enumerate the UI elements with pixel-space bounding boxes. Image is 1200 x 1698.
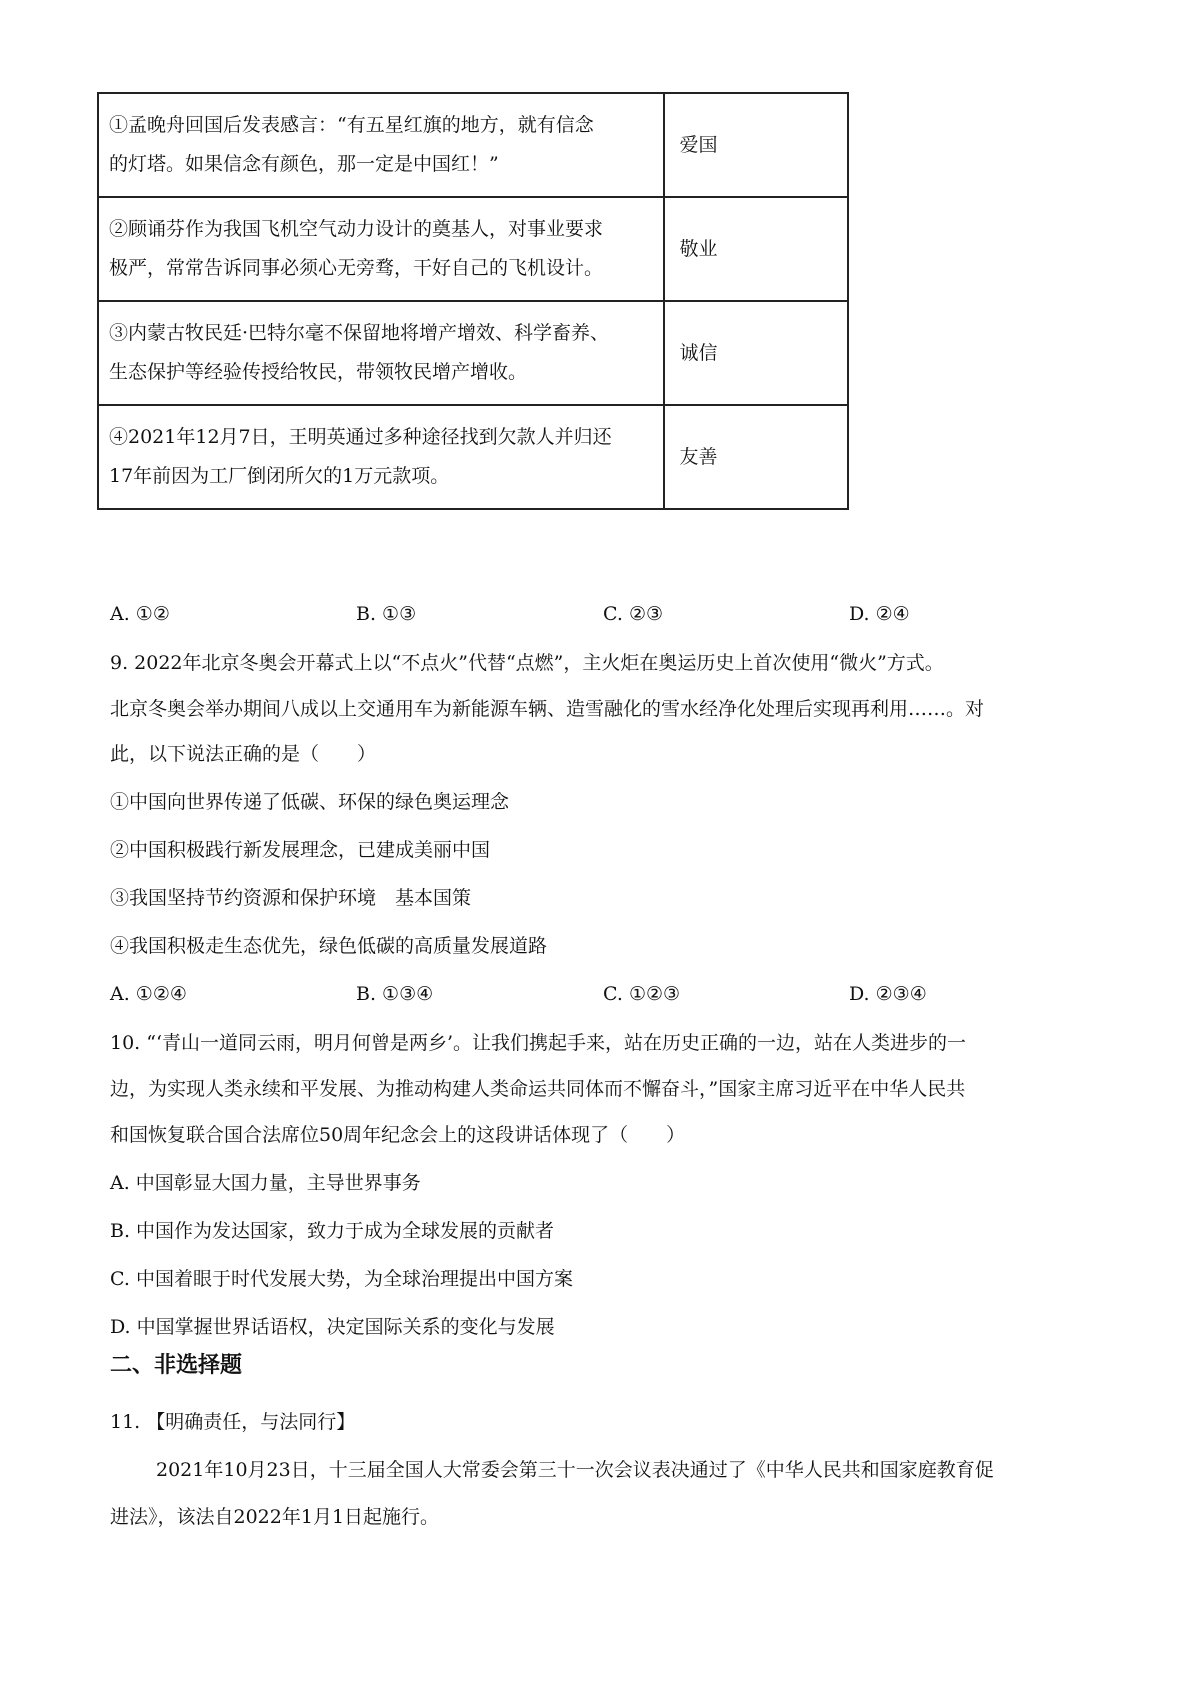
- table-row: [98, 93, 848, 197]
- q9-option-c: C. ①②③: [603, 983, 681, 1005]
- cell-line: 极严，常常告诉同事必须心无旁骛，干好自己的飞机设计。: [109, 257, 604, 279]
- q9-option-b: B. ①③④: [356, 983, 434, 1005]
- q8-option-a: A. ①②: [110, 603, 170, 625]
- q8-option-c: C. ②③: [603, 603, 664, 625]
- q9-option-a: A. ①②④: [110, 983, 187, 1005]
- q11-paragraph-line: 2021年10月23日，十三届全国人大常委会第三十一次会议表决通过了《中华人民共和国家庭教育促: [156, 1459, 994, 1481]
- table-row: [98, 301, 848, 405]
- table-cell-description: [98, 301, 664, 405]
- cell-line: ④2021年12月7日，王明英通过多种途径找到欠款人并归还: [109, 426, 612, 448]
- q9-stem-line: 此，以下说法正确的是（ ）: [110, 743, 377, 765]
- q9-stem-line: 9. 2022年北京冬奥会开幕式上以“不点火”代替“点燃”，主火炬在奥运历史上首次使用“微火”方式。: [110, 652, 944, 674]
- table-cell-description: [98, 197, 664, 301]
- q11-paragraph-line: 进法》，该法自2022年1月1日起施行。: [110, 1506, 440, 1528]
- table-cell-description: [98, 93, 664, 197]
- q10-option-b: B. 中国作为发达国家，致力于成为全球发展的贡献者: [110, 1220, 555, 1242]
- q10-stem-line: 边，为实现人类永续和平发展、为推动构建人类命运共同体而不懈奋斗，”国家主席习近平在中华人民共: [110, 1078, 966, 1100]
- values-table: [97, 92, 849, 510]
- cell-line: ②顾诵芬作为我国飞机空气动力设计的奠基人，对事业要求: [109, 218, 604, 240]
- q9-item: ③我国坚持节约资源和保护环境 基本国策: [110, 887, 472, 909]
- q8-option-b: B. ①③: [356, 603, 417, 625]
- q10-stem-line: 和国恢复联合国合法席位50周年纪念会上的这段讲话体现了（ ）: [110, 1124, 686, 1146]
- cell-line: 17年前因为工厂倒闭所欠的1万元款项。: [109, 465, 450, 487]
- q10-option-c: C. 中国着眼于时代发展大势，为全球治理提出中国方案: [110, 1268, 573, 1290]
- table-row: [98, 405, 848, 509]
- table-cell-value: 诚信: [664, 301, 848, 405]
- q9-option-d: D. ②③④: [849, 983, 927, 1005]
- cell-line: 的灯塔。如果信念有颜色，那一定是中国红！”: [109, 153, 499, 175]
- table-cell-description: [98, 405, 664, 509]
- q8-option-d: D. ②④: [849, 603, 910, 625]
- q11-heading: 11. 【明确责任，与法同行】: [110, 1411, 356, 1433]
- q9-stem-line: 北京冬奥会举办期间八成以上交通用车为新能源车辆、造雪融化的雪水经净化处理后实现再利用……。对: [110, 698, 985, 720]
- q10-option-d: D. 中国掌握世界话语权，决定国际关系的变化与发展: [110, 1316, 555, 1338]
- table-cell-value: 爱国: [664, 93, 848, 197]
- q9-item: ①中国向世界传递了低碳、环保的绿色奥运理念: [110, 791, 510, 813]
- q9-item: ②中国积极践行新发展理念，已建成美丽中国: [110, 839, 491, 861]
- table-row: [98, 197, 848, 301]
- q9-item: ④我国积极走生态优先，绿色低碳的高质量发展道路: [110, 935, 548, 957]
- table-cell-value: 敬业: [664, 197, 848, 301]
- table-cell-value: 友善: [664, 405, 848, 509]
- section-heading: 二、非选择题: [110, 1353, 243, 1378]
- q10-option-a: A. 中国彰显大国力量，主导世界事务: [110, 1172, 421, 1194]
- cell-line: ①孟晚舟回国后发表感言：“有五星红旗的地方，就有信念: [109, 114, 594, 136]
- q10-stem-line: 10. “‘青山一道同云雨，明月何曾是两乡’。让我们携起手来，站在历史正确的一边，站在人类进步的一: [110, 1032, 967, 1054]
- cell-line: ③内蒙古牧民廷·巴特尔毫不保留地将增产增效、科学畜养、: [109, 322, 610, 344]
- cell-line: 生态保护等经验传授给牧民，带领牧民增产增收。: [109, 361, 528, 383]
